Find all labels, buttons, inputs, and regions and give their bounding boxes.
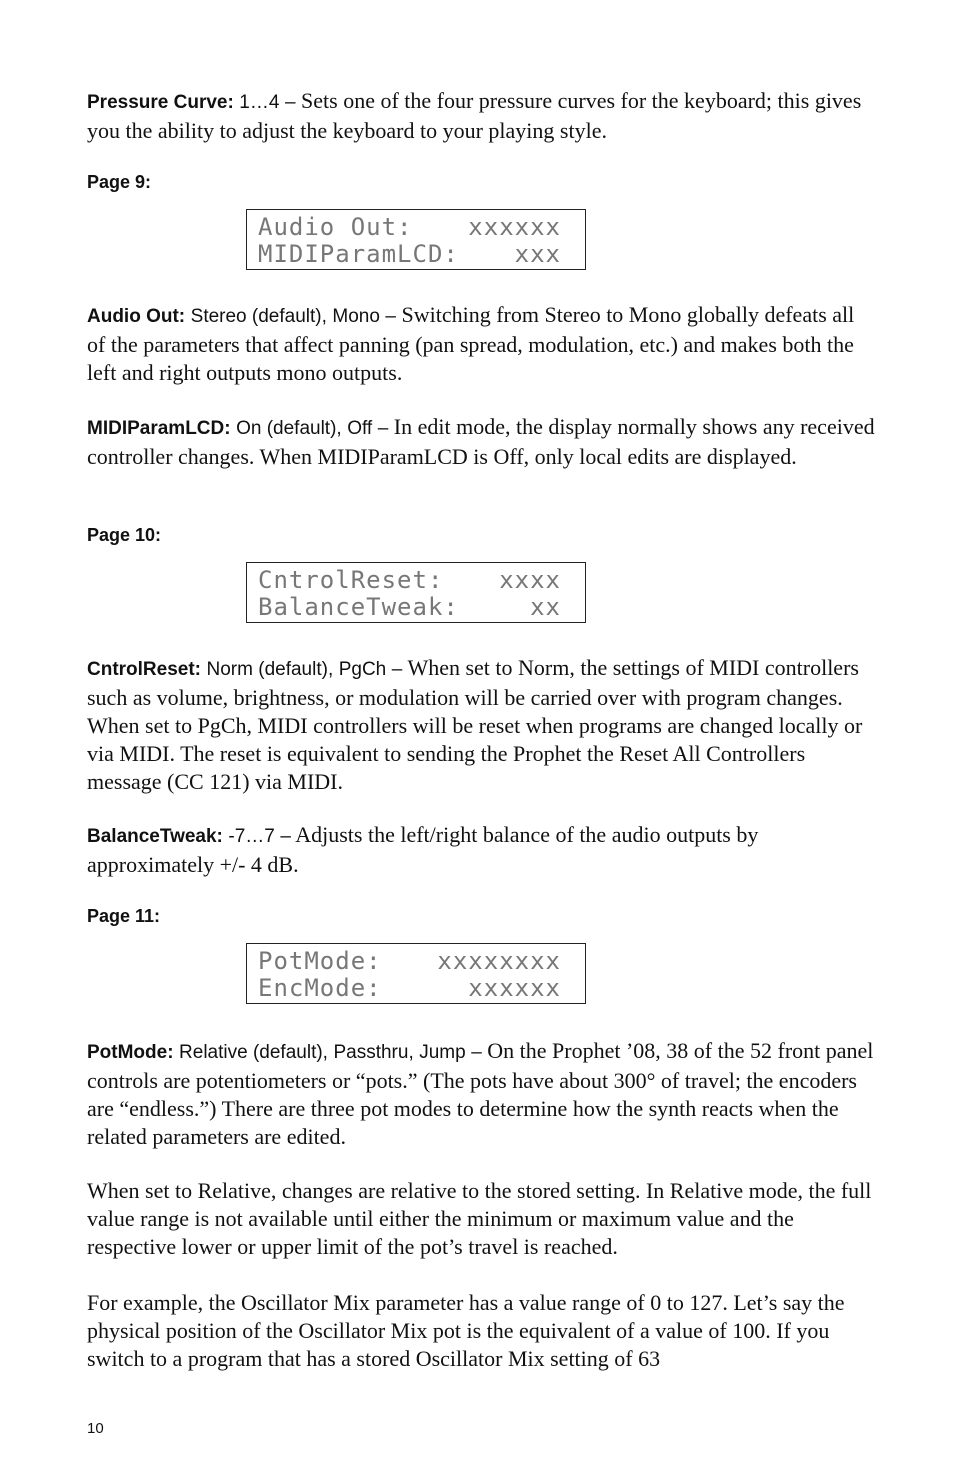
page-number: 10 [87, 1420, 104, 1437]
dash: – [391, 659, 403, 680]
cntrolreset-option-norm: Norm (default) [206, 659, 328, 680]
comma: , [327, 659, 334, 680]
lcd-line-1 [258, 213, 561, 240]
lcd-value-audio-out: xxxxxx [468, 213, 561, 241]
lcd-line-2 [258, 593, 561, 620]
dash: – [284, 92, 296, 113]
lcd-value-balancetweak: xx [530, 593, 561, 621]
balancetweak-range: -7…7 [228, 826, 275, 847]
midiparamlcd-description: In edit mode, the display normally shows any received controller changes. When MIDIParamLCD is Off, only local edits are displayed. [87, 414, 875, 469]
comma: , [408, 1042, 414, 1063]
lcd-line-2 [258, 974, 561, 1001]
lcd-label-balancetweak: BalanceTweak: [258, 593, 459, 621]
dash: – [377, 418, 389, 439]
lcd-line-2 [258, 240, 561, 267]
balancetweak-description: Adjusts the left/right balance of the audio outputs by approximately +/- 4 dB. [87, 822, 759, 877]
page-9-heading: Page 9: [87, 172, 152, 192]
dash: – [280, 826, 291, 847]
lcd-value-cntrolreset: xxxx [499, 566, 561, 594]
potmode-option-passthru: Passthru [333, 1042, 409, 1063]
audio-out-option-stereo: Stereo (default) [190, 306, 322, 327]
lcd-display-page-11 [246, 943, 586, 1004]
lcd-display-page-10 [246, 562, 586, 623]
lcd-line-1 [258, 947, 561, 974]
potmode-option-jump: Jump [419, 1042, 466, 1063]
audio-out-paragraph [87, 301, 877, 387]
lcd-display-page-9 [246, 209, 586, 270]
lcd-value-midiparamlcd: xxx [514, 240, 561, 268]
midiparamlcd-paragraph [87, 413, 877, 471]
lcd-label-audio-out: Audio Out: [258, 213, 413, 241]
pressure-curve-term: Pressure Curve: [87, 92, 234, 113]
pressure-curve-range: 1…4 [239, 92, 280, 113]
midiparamlcd-term: MIDIParamLCD: [87, 418, 231, 439]
midiparamlcd-option-on: On (default) [236, 418, 337, 439]
pressure-curve-paragraph [87, 87, 877, 145]
potmode-description: On the Prophet ’08, 38 of the 52 front panel controls are potentiometers or “pots.” (The pots have about 300° of travel; the encoders are “endless.”) There are three pot modes to determine how the synth reacts when the related parameters are edited. [87, 1038, 874, 1149]
cntrolreset-option-pgch: PgCh [338, 659, 387, 680]
cntrolreset-paragraph [87, 654, 877, 796]
audio-out-option-mono: Mono [332, 306, 380, 327]
example-paragraph: For example, the Oscillator Mix parameter has a value range of 0 to 127. Let’s say the physical position of the Oscillator Mix pot is the equivalent of a value of 100. If you switch to a program that has a stored Oscillator Mix setting of 63 [87, 1290, 845, 1371]
lcd-label-encmode: EncMode: [258, 974, 382, 1002]
comma: , [321, 306, 327, 327]
audio-out-term: Audio Out: [87, 306, 186, 327]
potmode-paragraph [87, 1037, 877, 1151]
audio-out-description: Switching from Stereo to Mono globally defeats all of the parameters that affect panning (pan spread, modulation, etc.) and makes both the left and right outputs mono outputs. [87, 302, 855, 385]
cntrolreset-term: CntrolReset: [87, 659, 202, 680]
potmode-term: PotMode: [87, 1042, 174, 1063]
lcd-label-potmode: PotMode: [258, 947, 382, 975]
lcd-label-midiparamlcd: MIDIParamLCD: [258, 240, 459, 268]
balancetweak-paragraph [87, 821, 877, 879]
balancetweak-term: BalanceTweak: [87, 826, 223, 847]
page-10-heading: Page 10: [87, 525, 162, 545]
midiparamlcd-option-off: Off [347, 418, 373, 439]
comma: , [336, 418, 342, 439]
pressure-curve-description: Sets one of the four pressure curves for the keyboard; this gives you the ability to adjust the keyboard to your playing style. [87, 88, 862, 143]
cntrolreset-description: When set to Norm, the settings of MIDI controllers such as volume, brightness, or modulation will be carried over with program changes. When set to PgCh, MIDI controllers will be reset when programs are changed locally or via MIDI. The reset is equivalent to sending the Prophet the Reset All Controllers message (CC 121) via MIDI. [87, 655, 863, 794]
lcd-label-cntrolreset: CntrolReset: [258, 566, 444, 594]
lcd-line-1 [258, 566, 561, 593]
relative-mode-paragraph: When set to Relative, changes are relative to the stored setting. In Relative mode, the full value range is not available until either the minimum or maximum value and the respective lower or upper limit of the pot’s travel is reached. [87, 1178, 872, 1259]
dash: – [385, 306, 396, 327]
lcd-value-potmode: xxxxxxxx [437, 947, 561, 975]
page-11-heading: Page 11: [87, 906, 161, 926]
lcd-value-encmode: xxxxxx [468, 974, 561, 1002]
comma: , [322, 1042, 328, 1063]
potmode-option-relative: Relative (default) [179, 1042, 323, 1063]
dash: – [471, 1042, 482, 1063]
